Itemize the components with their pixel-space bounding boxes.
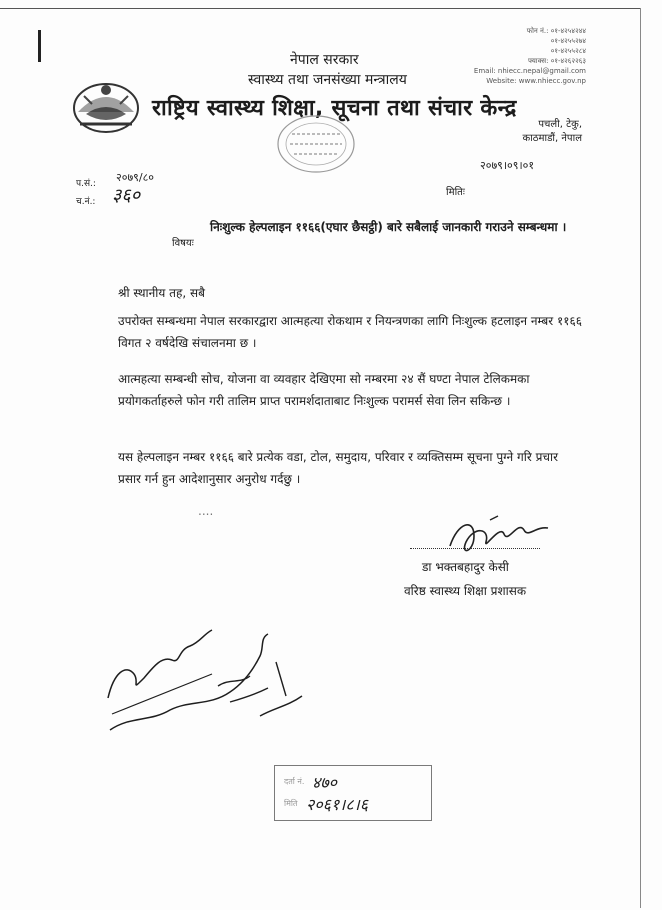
receipt-miti-label: मिति: [284, 799, 298, 808]
scan-edge-right: [640, 8, 641, 908]
miti-label: मितिः: [446, 187, 465, 198]
contact-block: [466, 26, 586, 86]
scan-edge-top: [0, 8, 640, 9]
contact-website: Website: www.nhiecc.gov.np: [486, 77, 586, 85]
address-line: पचली, टेकु,: [538, 119, 582, 130]
receipt-miti-value: २०६१।८।६: [306, 795, 369, 814]
government-name: नेपाल सरकार: [290, 52, 359, 68]
signatory-title: वरिष्ठ स्वास्थ्य शिक्षा प्रशासक: [404, 584, 527, 598]
contact-line: ०१-४२५५२८४: [550, 47, 586, 55]
centre-name: राष्ट्रिय स्वास्थ्य शिक्षा, सूचना तथा संचार केन्द्र: [152, 96, 517, 121]
subject-text: निःशुल्क हेल्पलाइन ११६६(एघार छैसट्ठी) बारे सबैलाई जानकारी गराउने सम्बन्धमा ।: [210, 220, 567, 234]
signature-line: [410, 548, 540, 549]
addressee: श्री स्थानीय तह, सबै: [118, 286, 205, 300]
ps-label: प.सं.:: [76, 179, 96, 189]
body-paragraph: आत्महत्या सम्बन्धी सोच, योजना वा व्यवहार देखिएमा सो नम्बरमा २४ सैं घण्टा नेपाल टेलिकमका प्रयोगकर्ताहरुले फोन गरी तालिम प्राप्त परामर्शदाताबाट निःशुल्क परामर्स सेवा लिन सकिन्छ ।: [118, 372, 530, 408]
handwritten-annotation-icon: [100, 612, 320, 742]
office-stamp-icon: [274, 112, 358, 176]
signatory-name: डा भक्तबहादुर केसी: [422, 560, 509, 574]
contact-line: फ्याक्स: ०१-४२६२२६३: [527, 57, 586, 65]
contact-email: Email: nhiecc.nepal@gmail.com: [473, 67, 586, 75]
trailing-dots: ....: [198, 504, 214, 518]
receipt-dartaa-value: ४७०: [312, 773, 337, 792]
body-paragraph: यस हेल्पलाइन नम्बर ११६६ बारे प्रत्येक वडा, टोल, समुदाय, परिवार र व्यक्तिसम्म सूचना पुग्ने गरि प्रचार प्रसार गर्न हुन आदेशानुसार अनुरोध गर्दछु ।: [118, 450, 559, 486]
body-paragraph: उपरोक्त सम्बन्धमा नेपाल सरकारद्वारा आत्महत्या रोकथाम र नियन्त्रणका लागि निःशुल्क हटलाइन नम्बर ११६६ विगत २ वर्षदेखि संचालनमा छ ।: [118, 314, 582, 350]
ministry-name: स्वास्थ्य तथा जनसंख्या मन्त्रालय: [248, 72, 407, 88]
scan-mark: [38, 30, 41, 62]
signature-icon: [444, 512, 554, 558]
letter-date: २०७९।०९।०१: [480, 159, 535, 172]
contact-line: फोन नं.: ०१-४२५४२४४: [526, 27, 586, 35]
receipt-dartaa-label: दर्ता नं.: [284, 777, 305, 786]
nepal-emblem-icon: [70, 74, 142, 136]
address-line: काठमाडौं, नेपाल: [522, 133, 582, 144]
ps-value: २०७९/८०: [116, 171, 155, 184]
office-address: [516, 118, 582, 146]
contact-line: ०१-४२५५२७४: [550, 37, 586, 45]
cn-label: च.नं.:: [76, 197, 96, 207]
subject-label: विषयः: [172, 238, 194, 249]
cn-value: ३६०: [112, 185, 141, 206]
